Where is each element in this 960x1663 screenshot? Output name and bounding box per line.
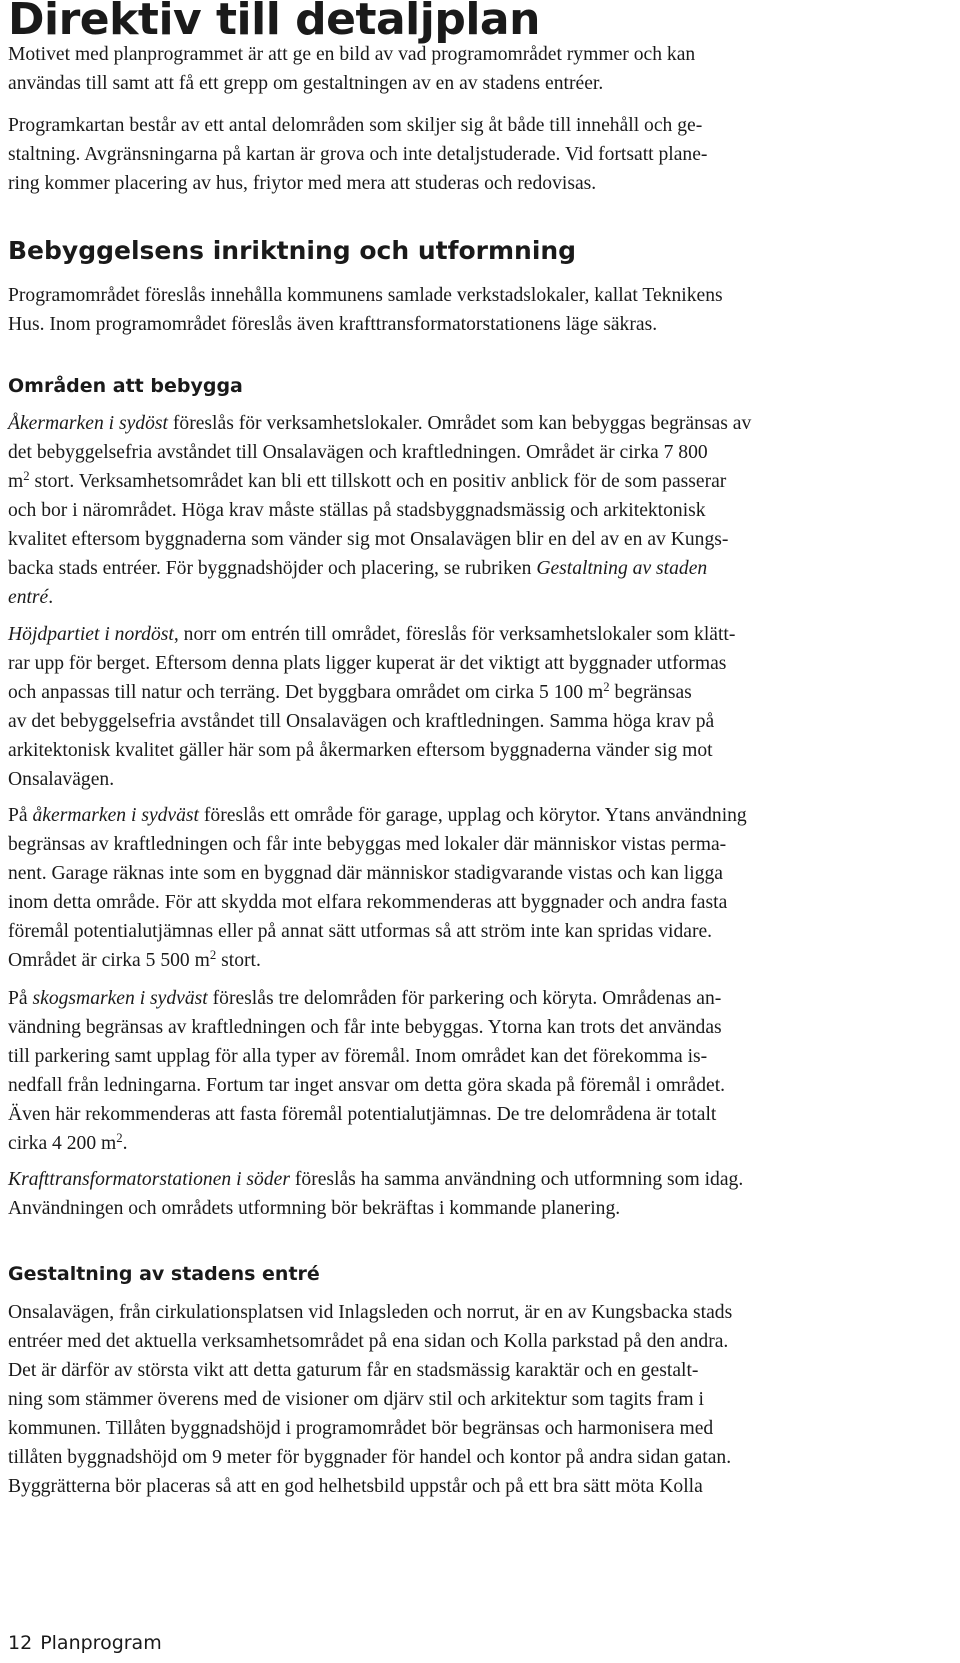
text-line: Programkartan består av ett antal delområden som skiljer sig åt både till innehåll och ge- — [8, 115, 703, 136]
section2-paragraph-1 — [8, 409, 956, 612]
text-span: . — [122, 1133, 128, 1154]
text-span: m — [8, 471, 24, 492]
page-number: 12 — [8, 1632, 33, 1654]
text-line: ning som stämmer överens med de visioner om djärv stil och arkitektur som tagits fram i — [8, 1389, 704, 1410]
page-footer — [8, 1631, 162, 1655]
text-line: nedfall från ledningarna. Fortum tar inget ansvar om detta göra skada på föremål i området. — [8, 1075, 726, 1096]
text-line: det bebyggelsefria avståndet till Onsalavägen och kraftledningen. Området är cirka 7 800 — [8, 442, 708, 463]
section3-paragraph-1 — [8, 1298, 956, 1501]
italic-reference: entré — [8, 587, 49, 608]
text-line: arkitektonisk kvalitet gäller här som på åkermarken eftersom byggnaderna vänder sig mot — [8, 740, 713, 761]
subsection-heading-omraden-att-bebygga: Områden att bebygga — [8, 375, 243, 397]
text-line: föremål potentialutjämnas eller på annat sätt utformas så att ström inte kan spridas vidare. — [8, 921, 713, 942]
intro-paragraph-1 — [8, 40, 956, 98]
text-span: stort. Verksamhetsområdet kan bli ett tillskott och en positiv anblick för de som passerar — [29, 471, 727, 492]
text-line: nent. Garage räknas inte som en byggnad där människor stadigvarande vistas och kan ligga — [8, 863, 723, 884]
superscript: 2 — [116, 1131, 123, 1145]
text-span: och anpassas till natur och terräng. Det byggbara området om cirka 5 100 m — [8, 682, 604, 703]
italic-term: skogsmarken i sydväst — [32, 988, 208, 1009]
text-span: föreslås för verksamhetslokaler. Området som kan bebyggas begränsas av — [167, 413, 752, 434]
text-span: föreslås ett område för garage, upplag och körytor. Ytans användning — [199, 805, 747, 826]
italic-term: Åkermarken i sydöst — [8, 413, 168, 434]
text-line: entréer med det aktuella verksamhetsområdet på ena sidan och Kolla parkstad på den andra. — [8, 1331, 729, 1352]
text-span: föreslås tre delområden för parkering och köryta. Områdenas an- — [207, 988, 722, 1009]
section1-paragraph-1 — [8, 281, 956, 339]
text-span: föreslås ha samma användning och utformning som idag. — [289, 1169, 744, 1190]
text-line: tillåten byggnadshöjd om 9 meter för byggnader för handel och kontor på andra sidan gatan. — [8, 1447, 732, 1468]
text-span: begränsas — [609, 682, 692, 703]
text-line: Onsalavägen. — [8, 769, 115, 790]
italic-term: Höjdpartiet i nordöst — [8, 624, 174, 645]
text-line: kommunen. Tillåten byggnadshöjd i programområdet bör begränsas och harmonisera med — [8, 1418, 714, 1439]
text-line: Onsalavägen, från cirkulationsplatsen vid Inlagsleden och norrut, är en av Kungsbacka stads — [8, 1302, 733, 1323]
section2-paragraph-2 — [8, 620, 956, 794]
text-span: . — [48, 587, 54, 608]
text-line: och bor i närområdet. Höga krav måste ställas på stadsbyggnadsmässig och arkitektonisk — [8, 500, 706, 521]
text-line: staltning. Avgränsningarna på kartan är grova och inte detaljstuderade. Vid fortsatt plane- — [8, 144, 708, 165]
text-line: inom detta område. För att skydda mot elfara rekommenderas att byggnader och andra fasta — [8, 892, 728, 913]
italic-term: Krafttransformatorstationen i söder — [8, 1169, 290, 1190]
text-line: Användningen och områdets utformning bör bekräftas i kommande planering. — [8, 1198, 621, 1219]
text-line: Programområdet föreslås innehålla kommunens samlade verkstadslokaler, kallat Teknikens — [8, 285, 723, 306]
text-line: kvalitet eftersom byggnaderna som vänder sig mot Onsalavägen blir en del av en av Kungs- — [8, 529, 729, 550]
section-heading-bebyggelsens-inriktning: Bebyggelsens inriktning och utformning — [8, 236, 577, 265]
text-line: av det bebyggelsefria avståndet till Onsalavägen och kraftledningen. Samma höga krav på — [8, 711, 715, 732]
text-span: stort. — [216, 950, 261, 971]
text-span: backa stads entréer. För byggnadshöjder och placering, se rubriken — [8, 558, 537, 579]
text-line: Det är därför av största vikt att detta gaturum får en stadsmässig karaktär och en gestalt- — [8, 1360, 699, 1381]
text-line: ring kommer placering av hus, friytor med mera att studeras och redovisas. — [8, 173, 597, 194]
text-line: Hus. Inom programområdet föreslås även krafttransformatorstationens läge säkras. — [8, 314, 658, 335]
text-line: vändning begränsas av kraftledningen och får inte bebyggas. Ytorna kan trots det användas — [8, 1017, 722, 1038]
footer-label: Planprogram — [40, 1632, 162, 1654]
italic-term: åkermarken i sydväst — [32, 805, 199, 826]
text-line: begränsas av kraftledningen och får inte bebyggas med lokaler där människor vistas perma- — [8, 834, 727, 855]
superscript: 2 — [603, 680, 610, 694]
text-span: På — [8, 805, 33, 826]
text-line: användas till samt att få ett grepp om gestaltningen av en av stadens entréer. — [8, 73, 604, 94]
text-span: cirka 4 200 m — [8, 1133, 117, 1154]
text-line: Även här rekommenderas att fasta föremål potentialutjämnas. De tre delområdena är totalt — [8, 1104, 717, 1125]
superscript: 2 — [209, 948, 217, 962]
text-line: rar upp för berget. Eftersom denna plats ligger kuperat är det viktigt att byggnader utformas — [8, 653, 727, 674]
superscript: 2 — [23, 469, 30, 483]
subsection-heading-gestaltning-av-stadens-entre: Gestaltning av stadens entré — [8, 1263, 320, 1285]
intro-paragraph-2 — [8, 111, 956, 198]
section2-paragraph-5 — [8, 1165, 956, 1223]
text-span: , norr om entrén till området, föreslås för verksamhetslokaler som klätt- — [173, 624, 736, 645]
italic-reference: Gestaltning av staden — [536, 558, 708, 579]
text-span: Området är cirka 5 500 m — [8, 950, 210, 971]
section2-paragraph-4 — [8, 984, 956, 1158]
section2-paragraph-3 — [8, 801, 956, 975]
text-line: till parkering samt upplag för alla typer av föremål. Inom området kan det förekomma is- — [8, 1046, 708, 1067]
page-title: Direktiv till detaljplan — [8, 0, 540, 45]
text-span: På — [8, 988, 33, 1009]
text-line: Byggrätterna bör placeras så att en god helhetsbild uppstår och på ett bra sätt möta Kolla — [8, 1476, 703, 1497]
text-line: Motivet med planprogrammet är att ge en bild av vad programområdet rymmer och kan — [8, 44, 696, 65]
